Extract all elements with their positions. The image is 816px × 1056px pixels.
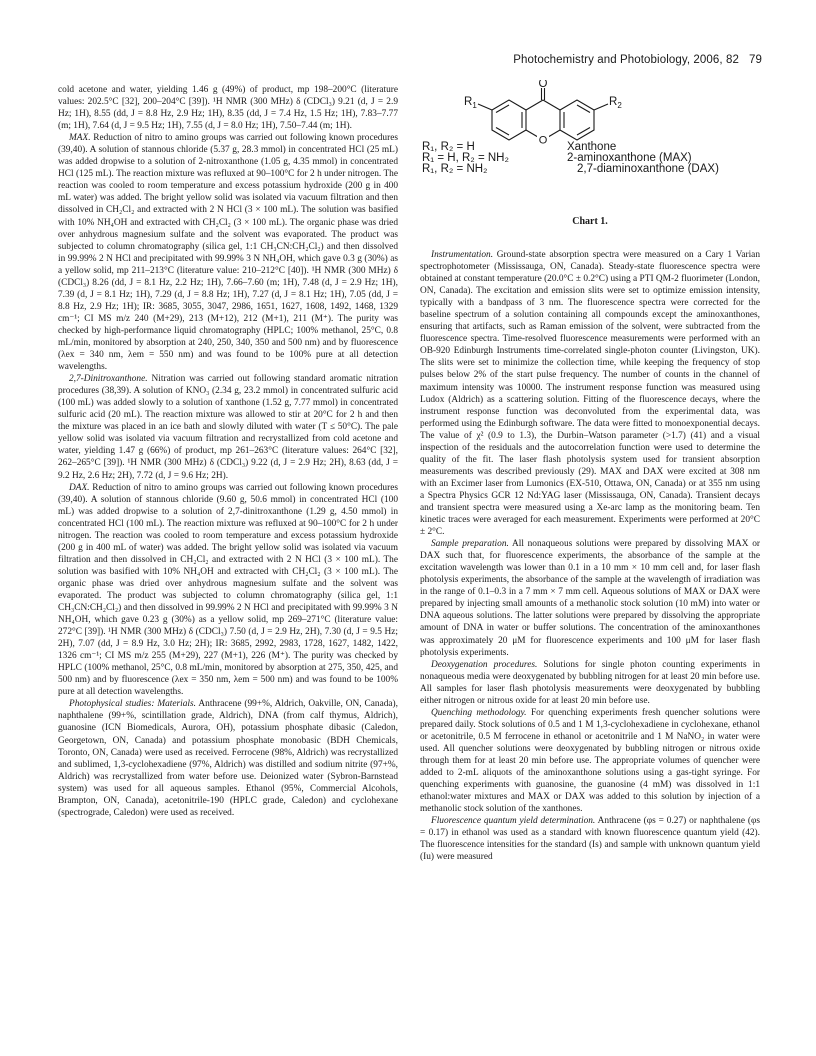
- right-ring: [560, 100, 594, 140]
- left-column: [58, 84, 398, 819]
- r2-substituent: $R_2$: [609, 96, 622, 110]
- run-in-heading: Deoxygenation procedures.: [431, 659, 538, 670]
- compound-name: 2,7-diaminoxanthone (DAX): [577, 163, 719, 176]
- run-in-heading: 2,7-Dinitroxanthone.: [69, 374, 148, 385]
- paragraph: Fluorescence quantum yield determination. Anthracene (φs = 0.27) or naphthalene (φs = 0.17) in ethanol was used as a standard with known fluorescence quantum yield (42). The fluorescence intensities for the standard (Is) and sample with unknown quantum yield (Iu) were measured: [420, 816, 760, 863]
- run-in-heading: Quenching methodology.: [431, 707, 527, 718]
- paragraph: Photophysical studies: Materials. Anthracene (99+%, Aldrich, Oakville, ON, Canada), naphthalene (99+%, scintillation grade, Aldrich), DNA (from calf thymus, Aldrich), guanosine (ICN Biomedicals, Aurora, OH), potassium phosphate dibasic (Caledon, Georgetown, ON, Canada) and potassium phosphate monobasic (BDH Chemicals, Toronto, ON, Canada) were used as received. Ferrocene (98%, Aldrich) was recrystallized and sublimed, 1,3-cyclohexadiene (97%, Aldrich) was distilled and sodium nitrite (97+%, Aldrich) was recrystallized from water before use. Deionized water (Sybron-Barnstead system) was used for all aqueous samples. Ethanol (95%, Commercial Alcohols, Brampton, ON, Canada), acetonitrile-190 (HPLC grade, Caledon) and cyclohexane (spectrograde, Caledon) were used as received.: [58, 699, 398, 818]
- running-header: [513, 54, 762, 66]
- ring-oxygen-atom: O: [538, 134, 548, 147]
- paragraph: Deoxygenation procedures. Solutions for single photon counting experiments in nonaqueous media were deoxygenated by bubbling nitrogen for at least 20 min before use. All samples for laser flash photolysis measurements were deoxygenated by bubbling either nitrogen or nitrous oxide for at least 20 min before use.: [420, 659, 760, 706]
- xanthone-structure: [420, 80, 760, 150]
- journal-citation: Photochemistry and Photobiology, 2006, 82: [513, 54, 739, 66]
- left-ring: [492, 100, 526, 140]
- run-in-heading: Fluorescence quantum yield determination.: [431, 816, 596, 827]
- paragraph: Quenching methodology. For quenching experiments fresh quencher solutions were prepared daily. Stock solutions of 0.5 and 1 M 1,3-cyclohexadiene in cyclohexane, ethanol or acetonitrile, 0.5 M ferrocene in ethanol or acetonitrile and 1 M NaNO₂ in water were used. All quencher solutions were deoxygenated by bubbling nitrogen or nitrous oxide through them for at least 20 min before use. The appropriate volumes of quencher were added to 2-mL aliquots of the aminoxanthone solutions using a gas-tight syringe. For quenching experiments with guanosine, the guanosine (4 mM) was dissolved in 1:1 ethanol:water mixtures and MAX or DAX was added to this solution by injection of a methanolic stock solution of the xanthones.: [420, 707, 760, 815]
- compound-name: 2-aminoxanthone (MAX): [567, 152, 692, 165]
- substituent-definition: R₁ = H, R₂ = NH₂: [422, 152, 509, 165]
- page-number: 79: [749, 54, 762, 66]
- chart-1: [420, 80, 760, 245]
- right-column: [420, 249, 760, 863]
- r1-substituent: $R_1$: [464, 96, 477, 110]
- run-in-heading: Instrumentation.: [431, 250, 494, 260]
- paragraph: Instrumentation. Ground-state absorption spectra were measured on a Cary 1 Varian spectrophotometer (Mississauga, ON, Canada). Steady-state fluorescence spectra were obtained at constant temperature (20.0°C ± 0.2°C) using a PTI QM-2 fluorimeter (London, ON, Canada). The excitation and emission slits were set to optimize emission intensity, typically with a bandpass of 3 nm. The fluorescence spectra were corrected for the baseline spectrum of a solution containing all compounds except the aminoxanthones, ensuring that artifacts, such as Raman emission of the solvent, were subtracted from the fluorescence spectra. Time-resolved fluorescence measurements were performed with an OB-920 Edinburgh Instruments time-correlated single-photon counter (Livingston, UK). The slits were set to minimize the collection time, while keeping the frequency of stop pulses below 2% of the start pulse frequency. The number of counts in the channel of maximum intensity was 10000. The instrument response function was measured using Ludox (Aldrich) as a scattering solution. Fitting of the fluorescence decays, where the instrument response function was deconvoluted from the experimental data, was performed using the Edinburgh software. The data were fitted to monoexponential decays. The value of χ² (0.9 to 1.3), the Durbin–Watson parameter (>1.7) (41) and a visual inspection of the residuals and the autocorrelation function were used to determine the quality of the fit. The laser flash photolysis system used for transient absorption measurements was described previously (29). MAX and DAX were excited at 308 nm with an Excimer laser from Lumonics (EX-510, Ottawa, ON, Canada) or at 355 nm using a Spectra Physics GCR 12 Nd:YAG laser (Mississauga, ON, Canada). Transient decays and transient spectra were measured using a Xe-arc lamp as the monitoring beam. Ten kinetic traces were averaged for each measurement. Experiments were performed at 20°C ± 2°C.: [420, 250, 760, 538]
- run-in-heading: DAX.: [69, 482, 90, 493]
- run-in-heading: Sample preparation.: [431, 539, 509, 550]
- paragraph: Sample preparation. All nonaqueous solutions were prepared by dissolving MAX or DAX such that, for fluorescence experiments, the absorbance of the sample at the excitation wavelength was lower than 0.1 in a 10 mm × 10 mm cell and, for laser flash photolysis experiments, the absorbance of the sample at the wavelength of irradiation was in the range of 0.1–0.3 in a 7 mm × 7 mm cell. Aqueous solutions of MAX or DAX were prepared by injecting small amounts of a methanolic stock solution (10 mM) into water or DNA aqueous solutions. The latter solutions were prepared by dissolving the appropriate amount of DNA in water or buffer solutions. The concentration of the aminoxanthones was approximately 20 μM for fluorescence experiments and 100 μM for laser flash photolysis experiments.: [420, 539, 760, 658]
- substituent-definition: R₁, R₂ = NH₂: [422, 163, 488, 176]
- chart-caption: Chart 1.: [572, 216, 608, 227]
- paragraph: 2,7-Dinitroxanthone. Nitration was carried out following standard aromatic nitration procedures (38,39). A solution of KNO₃ (2.34 g, 23.2 mmol) in concentrated sulfuric acid (100 mL) was added slowly to a solution of xanthone (1.52 g, 7.77 mmol) in concentrated sulfuric acid (20 mL). The reaction mixture was allowed to stir at 20°C for 2 h and then the mixture was placed in an ice bath and slowly diluted with water (T ≤ 50°C). The pale yellow solid was isolated via vacuum filtration and recrystallized from cold acetone and water, yielding 1.47 g (66%) of product, mp 261–263°C (literature values: 264°C [32], 262–265°C [39]). ¹H NMR (300 MHz) δ (CDCl₃) 9.22 (d, J = 2.9 Hz; 2H), 8.63 (dd, J = 9.2 Hz, 2.6 Hz; 2H), 7.72 (d, J = 9.6 Hz; 2H).: [58, 374, 398, 481]
- carbonyl-oxygen-atom: O: [538, 80, 548, 90]
- paragraph: MAX. Reduction of nitro to amino groups was carried out following known procedures (39,40). A solution of stannous chloride (5.37 g, 28.3 mmol) in concentrated HCl (25 mL) was added dropwise to a solution of 2-nitroxanthone (1.05 g, 4.35 mmol) in concentrated HCl (125 mL). The reaction mixture was refluxed at 90–100°C for 2 h under nitrogen. The reaction was cooled to room temperature and excess potassium hydroxide (200 g in 400 mL water) was added. The bright yellow solid was isolated via vacuum filtration and then dissolved in CH₂Cl₂ and extracted with 2 N HCl (3 × 100 mL). The solution was basified with 10% NH₄OH and extracted with CH₂Cl₂ (3 × 100 mL). The organic phase was dried over anhydrous magnesium sulfate and the solvent was evaporated. The product was subjected to column chromatography (silica gel, 1:1 CH₃CN:CH₂Cl₂) and then dissolved in 99.99% 2 N HCl and precipitated with 99.99% 3 N NH₄OH, which gave 0.3 g (30%) as a yellow solid, mp 211–213°C (literature value: 210–212°C [40]). ¹H NMR (300 MHz) δ (CDCl₃) 8.26 (dd, J = 8.1 Hz, 2.2 Hz; 1H), 7.66–7.60 (m; 1H), 7.48 (d, J = 2.9 Hz; 1H), 7.39 (d, J = 8.1 Hz; 1H), 7.29 (d, J = 8.8 Hz; 1H), 7.27 (d, J = 8.1 Hz; 1H), 7.05 (dd, J = 8.8 Hz, 2.9 Hz; 1H); IR: 3685, 3055, 3047, 2986, 1651, 1627, 1608, 1492, 1468, 1329 cm⁻¹; CI MS m/z 240 (M+29), 213 (M+12), 212 (M+1), 211 (M⁺). The purity was checked by high-performance liquid chromatography (HPLC; 100% methanol, 25°C, 0.8 mL/min, monitored by absorption at 240, 250, 340, 350 and 500 nm) and by fluorescence (λex = 340 nm, λem = 550 nm) and was found to be 100% pure at all detection wavelengths.: [58, 133, 398, 373]
- paragraph: cold acetone and water, yielding 1.46 g (49%) of product, mp 198–200°C (literature values: 202.5°C [32], 200–204°C [39]). ¹H NMR (300 MHz) δ (CDCl₃) 9.21 (d, J = 2.9 Hz; 1H), 8.55 (dd, J = 8.8 Hz, 2.9 Hz; 1H), 8.35 (dd, J = 7.4 Hz, 1.5 Hz; 1H), 7.83–7.77 (m; 1H), 7.64 (d, J = 9.5 Hz; 1H), 7.55 (d, J = 8.0 Hz; 1H), 7.50–7.44 (m; 1H).: [58, 85, 398, 132]
- compound-labels: [420, 142, 760, 176]
- paragraph: DAX. Reduction of nitro to amino groups was carried out following known procedures (39,40). A solution of stannous chloride (9.60 g, 50.6 mmol) in concentrated HCl (100 mL) was added dropwise to a solution of 2,7-dinitroxanthone (1.29 g, 4.50 mmol) in concentrated HCl (100 mL). The reaction mixture was refluxed at 90–100°C for 2 h under nitrogen. The reaction was cooled to room temperature and excess potassium hydroxide (200 g in 400 mL of water) was added. The bright yellow solid was isolated via vacuum filtration and then dissolved in CH₂Cl₂ and extracted with 2 N HCl (3 × 100 mL). The solution was basified with 10% NH₄OH and extracted with CH₂Cl₂ (3 × 100 mL). The organic phase was dried over anhydrous magnesium sulfate and the solvent was evaporated. The product was subjected to column chromatography (silica gel, 1:1 CH₃CN:CH₂Cl₂) and then dissolved in 99.99% 2 N HCl and precipitated with 99.99% 3 N NH₄OH, which gave 0.23 g (30%) as a yellow solid, mp 269–271°C (literature value: 272°C [39]). ¹H NMR (300 MHz) δ (CDCl₃) 7.50 (d, J = 2.9 Hz, 2H), 7.30 (d, J = 9.5 Hz; 2H), 7.07 (dd, J = 8.9 Hz, 3.0 Hz; 2H); IR: 3685, 2992, 2983, 1728, 1627, 1482, 1422, 1326 cm⁻¹; CI MS m/z 255 (M+29), 227 (M+1), 226 (M⁺). The purity was checked by HPLC (100% methanol, 25°C, 0.8 mL/min, monitored by absorption at 275, 350, 425, and 500 nm) and by fluorescence (λex = 350 nm, λem = 500 nm) and was found to be 100% pure at all detection wavelengths.: [58, 482, 398, 698]
- run-in-heading: Photophysical studies: Materials.: [69, 699, 197, 710]
- substituent-definition: R₁, R₂ = H: [422, 141, 475, 153]
- run-in-heading: MAX.: [69, 133, 91, 144]
- compound-name: Xanthone: [567, 141, 617, 153]
- compound-row: [420, 164, 760, 175]
